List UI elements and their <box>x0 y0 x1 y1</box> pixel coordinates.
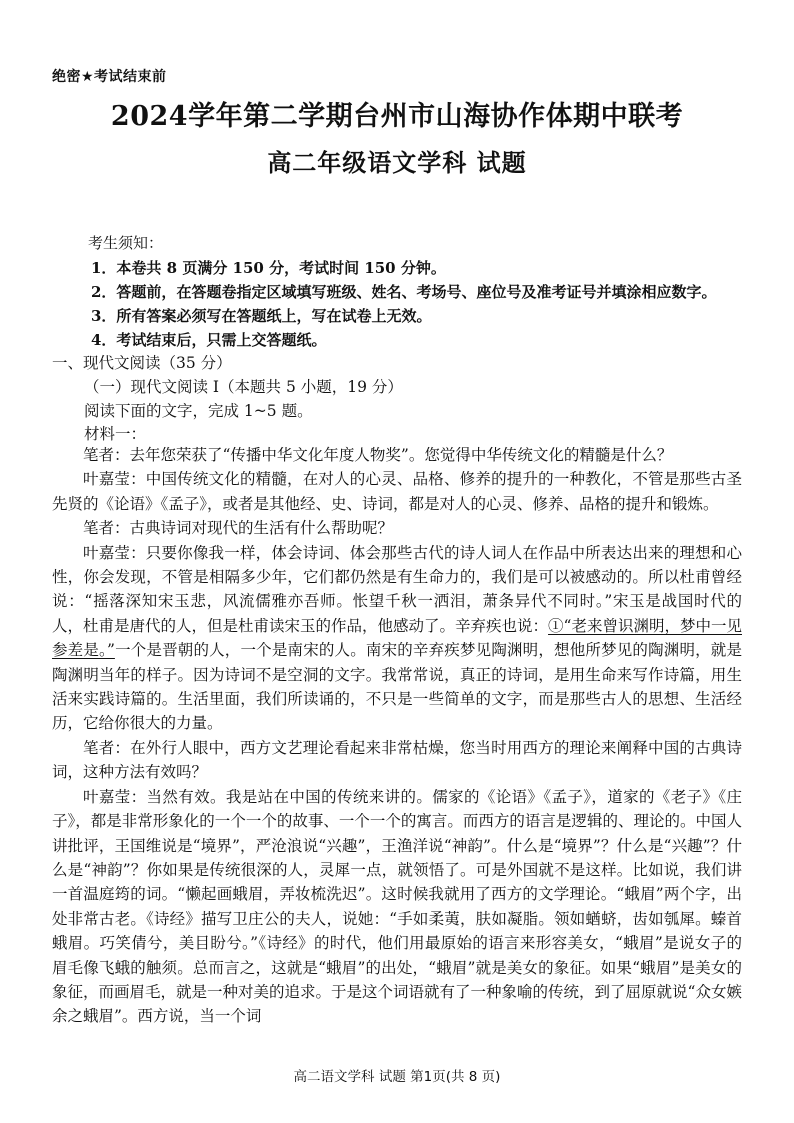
page-footer: 高二语文学科 试题 第1页(共 8 页) <box>293 1069 501 1085</box>
subsection-title: （一）现代文阅读 I（本题共 5 小题，19 分） <box>84 378 403 396</box>
reading-instruction: 阅读下面的文字，完成 1~5 题。 <box>84 402 313 420</box>
paragraph-text: 一个是晋朝的人，一个是南宋的人。南宋的辛弃疾梦见陶渊明，想他所梦见的陶渊明，就是陶渊明当年的样子。因为诗词不是空洞的文字。我常常说，真正的诗词，是用生命来写作诗篇，用生活来实践诗篇的。生活里面，我们所读诵的，不只是一些简单的文字，而是那些古人的思想、生活经历，它给你很大的力量。 <box>52 641 742 733</box>
paragraph: 叶嘉莹：当然有效。我是站在中国的传统来讲的。儒家的《论语》《孟子》，道家的《老子》《庄子》，都是非常形象化的一个一个的故事、一个一个的寓言。而西方的语言是逻辑的、理论的。中国人讲批评，王国维说是“境界”，严沧浪说“兴趣”，王渔洋说“神韵”。什么是“境界”？什么是“兴趣”？什么是“神韵”？你如果是传统很深的人，灵犀一点，就领悟了。可是外国就不是这样。比如说，我们讲一首温庭筠的词。“懒起画蛾眉，弄妆梳洗迟”。这时候我就用了西方的文学理论。“蛾眉”两个字，出处非常古老。《诗经》描写卫庄公的夫人，说她：“手如柔荑，肤如凝脂。领如蝤蛴，齿如瓠犀。螓首蛾眉。巧笑倩兮，美目盼兮。”《诗经》的时代，他们用最原始的语言来形容美女，“蛾眉”是说女子的眉毛像飞蛾的触须。总而言之，这就是“蛾眉”的出处，“蛾眉”就是美女的象征。如果“蛾眉”是美女的象征，而画眉毛，就是一种对美的追求。于是这个词语就有了一种象喻的传统，到了屈原就说“众女嫉余之蛾眉”。西方说，当一个词 <box>52 787 742 1026</box>
paragraph: 笔者：去年您荣获了“传播中华文化年度人物奖”。您觉得中华传统文化的精髓是什么？ <box>83 446 673 464</box>
paragraph: 笔者：在外行人眼中，西方文艺理论看起来非常枯燥，您当时用西方的理论来阐释中国的古典诗词，这种方法有效吗？ <box>52 738 742 782</box>
paragraph <box>52 541 742 736</box>
notice-item: 3．所有答案必须写在答题纸上，写在试卷上无效。 <box>91 307 432 325</box>
paragraph: 叶嘉莹：中国传统文化的精髓，在对人的心灵、品格、修养的提升的一种教化，不管是那些古圣先贤的《论语》《孟子》，或者是其他经、史、诗词，都是对人的心灵、修养、品格的提升和锻炼。 <box>52 470 742 513</box>
secret-mark: 绝密★考试结束前 <box>52 69 167 85</box>
paragraph-text: 叶嘉莹：只要你像我一样，体会诗词、体会那些古代的诗人词人在作品中所表达出来的理想和心性，你会发现，不管是相隔多少年，它们都仍然是有生命力的，我们是可以被感动的。所以杜甫曾经说：“摇落深知宋玉悲，风流儒雅亦吾师。怅望千秋一洒泪，萧条异代不同时。”宋玉是战国时代的人，杜甫是唐代的人，但是杜甫读宋玉的作品，他感动了。辛弃疾也说： <box>52 543 742 635</box>
underlined-quote: ①“老来曾识渊明，梦中一见参差是。” <box>52 616 742 660</box>
notice-heading: 考生须知： <box>88 234 164 252</box>
material-label: 材料一： <box>84 425 147 443</box>
paragraph: 笔者：古典诗词对现代的生活有什么帮助呢？ <box>83 519 394 538</box>
article-body <box>52 443 742 1029</box>
exam-title: 2024学年第二学期台州市山海协作体期中联考 <box>110 101 684 132</box>
notice-item: 2．答题前，在答题卷指定区域填写班级、姓名、考场号、座位号及准考证号并填涂相应数字。 <box>91 283 717 301</box>
exam-subtitle: 高二年级语文学科 试题 <box>267 148 527 177</box>
section-title: 一、现代文阅读（35 分） <box>52 354 232 372</box>
notice-item: 4．考试结束后，只需上交答题纸。 <box>91 331 327 349</box>
notice-item: 1．本卷共 8 页满分 150 分，考试时间 150 分钟。 <box>91 259 446 277</box>
